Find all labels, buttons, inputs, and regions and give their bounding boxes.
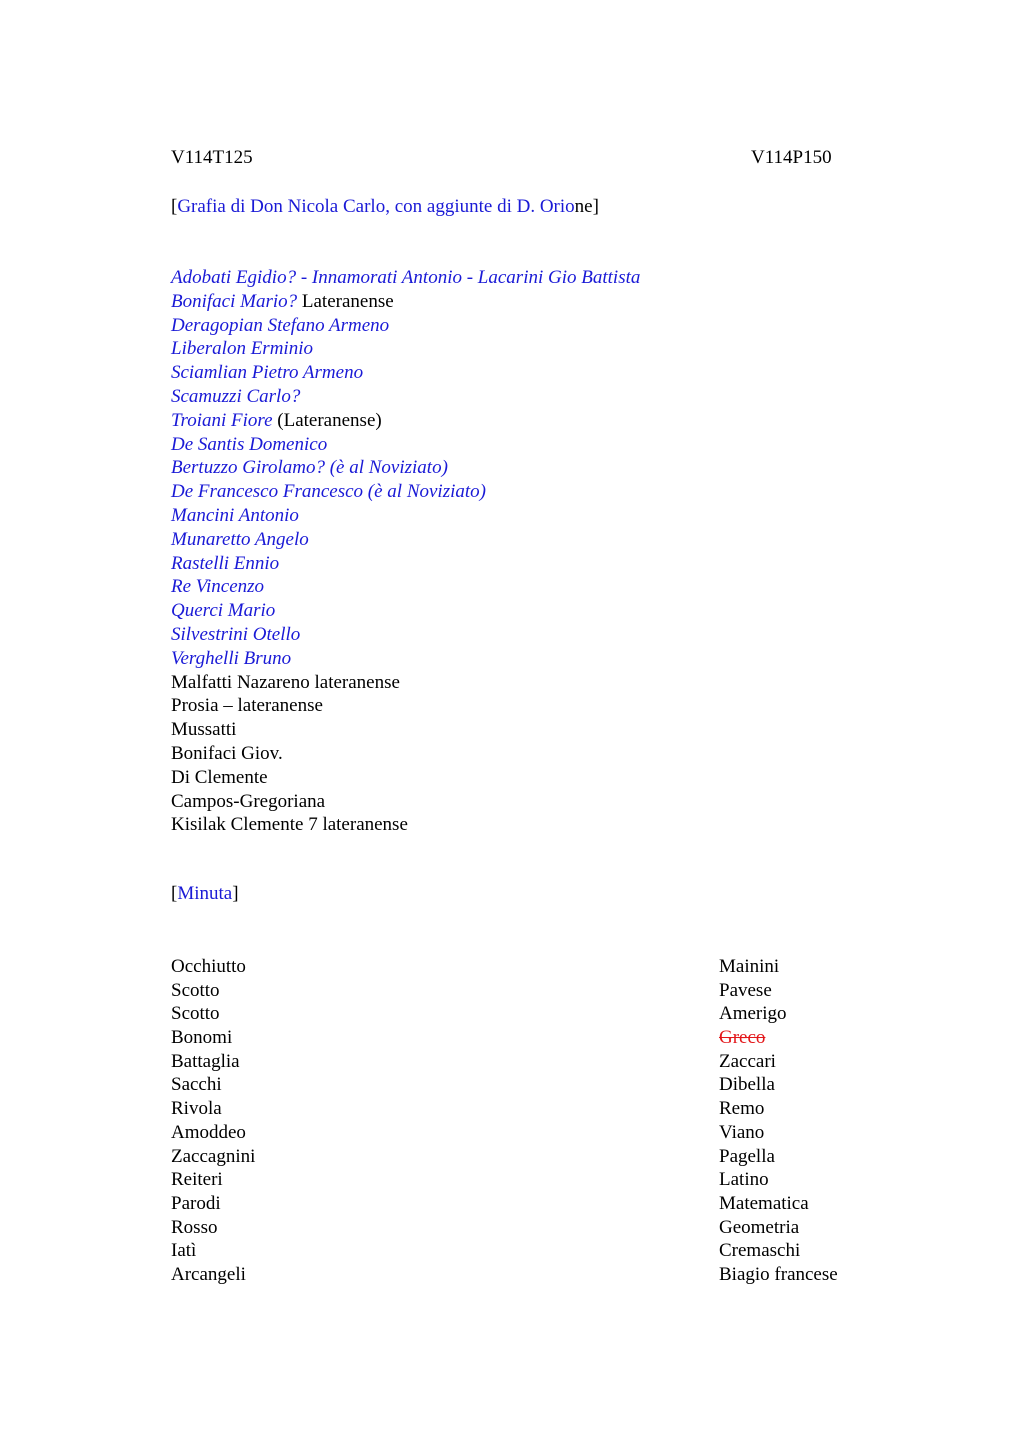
name-italic: Deragopian Stefano Armeno: [171, 314, 390, 336]
name-italic: Verghelli Bruno: [171, 647, 292, 669]
list-item: Reiteri: [171, 1169, 223, 1191]
list-item: Zaccagnini: [171, 1145, 256, 1167]
name-italic: Querci Mario: [171, 600, 276, 622]
list-item: Iatì: [171, 1240, 197, 1262]
list-item: Viano: [719, 1121, 765, 1143]
list-item: [171, 813, 640, 837]
list-item: Occhiutto: [171, 956, 246, 977]
name-plain: (Lateranense): [272, 409, 382, 431]
name-italic: Munaretto Angelo: [171, 528, 309, 550]
name-italic: De Santis Domenico: [171, 433, 328, 455]
list-item: Scotto: [171, 1003, 220, 1025]
list-item: Mainini: [719, 956, 780, 977]
handwriting-note-blue-text: Grafia di Don Nicola Carlo, con aggiunte di D. Orio: [177, 196, 575, 217]
name-italic: Mancini Antonio: [171, 504, 299, 526]
list-item: Matematica: [719, 1192, 809, 1214]
list-item: [171, 290, 640, 314]
list-item: Bonomi: [171, 1027, 233, 1049]
list-item: [171, 385, 640, 409]
list-item: Rivola: [171, 1098, 222, 1120]
minuta-note: [171, 883, 239, 905]
name-plain: Bonifaci Giov.: [171, 742, 283, 764]
struck-text: Greco: [719, 1027, 766, 1049]
list-item: Biagio francese: [719, 1263, 838, 1285]
minuta-note-text: Minuta: [177, 883, 233, 904]
list-item: [171, 480, 640, 504]
list-item: [171, 361, 640, 385]
name-plain: Di Clemente: [171, 766, 268, 788]
document-code-right: V114P150: [751, 147, 832, 168]
list-item: [171, 528, 640, 552]
name-italic: Adobati Egidio? - Innamorati Antonio - Lacarini Gio Battista: [171, 267, 641, 288]
name-italic: Bonifaci Mario?: [171, 290, 298, 312]
list-item: Cremaschi: [719, 1240, 801, 1262]
name-italic: De Francesco Francesco (è al Noviziato): [171, 481, 486, 503]
list-item: Pavese: [719, 979, 772, 1001]
bracket-open: [: [171, 883, 178, 904]
bracket-close: ]: [232, 883, 239, 904]
list-item: [171, 456, 640, 480]
list-item: Latino: [719, 1169, 769, 1191]
list-item: [171, 742, 640, 766]
name-plain: Campos-Gregoriana: [171, 790, 326, 812]
name-plain: Lateranense: [297, 290, 394, 312]
name-italic: Troiani Fiore: [171, 409, 273, 431]
name-plain: Mussatti: [171, 719, 237, 741]
list-item-struck: [719, 1026, 838, 1050]
list-item: Sacchi: [171, 1074, 222, 1096]
list-item: [171, 790, 640, 814]
list-item: Parodi: [171, 1192, 221, 1214]
name-italic: Bertuzzo Girolamo? (è al Noviziato): [171, 457, 448, 479]
bracket-close: ]: [592, 196, 599, 217]
name-italic: Scamuzzi Carlo?: [171, 385, 301, 407]
handwriting-note: [171, 196, 599, 218]
name-italic: Sciamlian Pietro Armeno: [171, 362, 364, 384]
list-item: Scotto: [171, 979, 220, 1001]
list-item: [171, 433, 640, 457]
list-item: Dibella: [719, 1074, 775, 1096]
list-item: Amerigo: [719, 1003, 787, 1025]
list-item: [171, 766, 640, 790]
list-item: [171, 504, 640, 528]
name-italic: Liberalon Erminio: [171, 338, 313, 360]
list-item: [171, 694, 640, 718]
name-plain: Kisilak Clemente 7 lateranense: [171, 814, 408, 836]
list-item: [171, 599, 640, 623]
list-item: [171, 337, 640, 361]
list-item: Remo: [719, 1098, 765, 1120]
name-italic: Re Vincenzo: [171, 576, 265, 598]
name-italic: Silvestrini Otello: [171, 623, 301, 645]
right-column: [719, 955, 838, 1287]
list-item: Battaglia: [171, 1050, 240, 1072]
list-item: [171, 647, 640, 671]
document-code-left: V114T125: [171, 147, 253, 168]
list-item: Pagella: [719, 1145, 775, 1167]
list-item: Amoddeo: [171, 1121, 246, 1143]
list-item: [171, 575, 640, 599]
list-item: [171, 623, 640, 647]
list-item: Zaccari: [719, 1050, 776, 1072]
list-item: [171, 409, 640, 433]
bracket-open: [: [171, 196, 178, 217]
names-list: [171, 266, 640, 837]
list-item: [171, 671, 640, 695]
list-item: Geometria: [719, 1216, 800, 1238]
list-item: Rosso: [171, 1216, 218, 1238]
list-item: [171, 314, 640, 338]
name-italic: Rastelli Ennio: [171, 552, 280, 574]
list-item: [171, 266, 640, 290]
list-item: Arcangeli: [171, 1263, 246, 1285]
name-plain: Malfatti Nazareno lateranense: [171, 671, 400, 693]
list-item: [171, 718, 640, 742]
name-plain: Prosia – lateranense: [171, 695, 323, 717]
left-column: [171, 955, 255, 1287]
list-item: [171, 552, 640, 576]
handwriting-note-plain-text: ne: [574, 196, 593, 217]
